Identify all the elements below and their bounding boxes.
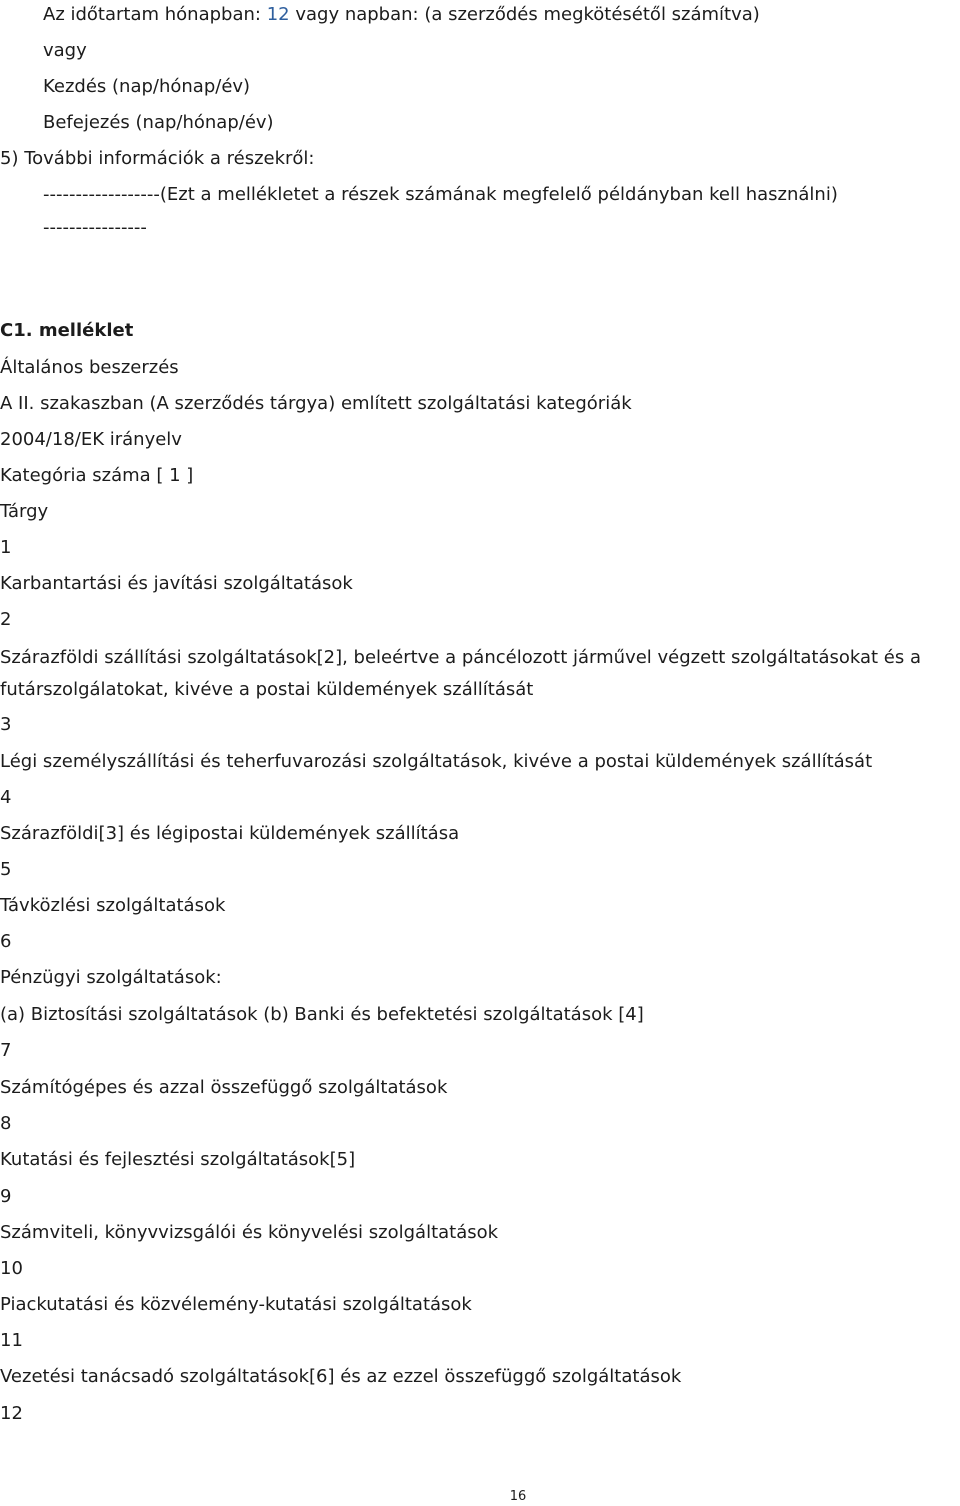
annex-title: C1. melléklet xyxy=(0,320,134,341)
directive-label: 2004/18/EK irányelv xyxy=(0,429,182,450)
duration-line xyxy=(43,3,760,27)
category-number: 10 xyxy=(0,1258,23,1279)
category-number: 9 xyxy=(0,1186,12,1207)
dashes-note: ------------------(Ezt a mellékletet a részek számának megfelelő példányban kell használni) xyxy=(43,184,838,205)
category-subject: Pénzügyi szolgáltatások: xyxy=(0,967,222,988)
category-header: Kategória száma [ 1 ] xyxy=(0,465,194,486)
category-number: 7 xyxy=(0,1040,12,1061)
category-number: 4 xyxy=(0,787,12,808)
category-subject-detail: (a) Biztosítási szolgáltatások (b) Banki és befektetési szolgáltatások [4] xyxy=(0,1004,644,1025)
category-subject: Légi személyszállítási és teherfuvarozási szolgáltatások, kivéve a postai küldemények szállítását xyxy=(0,751,873,772)
section-5-title: 5) További információk a részekről: xyxy=(0,148,315,169)
annex-intro: A II. szakaszban (A szerződés tárgya) említett szolgáltatási kategóriák xyxy=(0,393,632,414)
category-number: 3 xyxy=(0,714,12,735)
duration-prefix: Az időtartam hónapban: xyxy=(43,4,267,25)
subject-header: Tárgy xyxy=(0,501,49,522)
page-number: 16 xyxy=(509,1489,527,1504)
category-number: 1 xyxy=(0,537,12,558)
start-date-label: Kezdés (nap/hónap/év) xyxy=(43,76,251,97)
category-subject: Szárazföldi szállítási szolgáltatások[2], beleértve a páncélozott járművel végzett szolgáltatásokat és a futárszolgálatokat, kivéve a postai küldemények szállítását xyxy=(0,647,922,700)
or-text: vagy xyxy=(43,40,87,61)
category-subject: Kutatási és fejlesztési szolgáltatások[5] xyxy=(0,1149,356,1170)
category-number: 6 xyxy=(0,931,12,952)
duration-months: 12 xyxy=(266,4,290,25)
category-subject: Távközlési szolgáltatások xyxy=(0,895,226,916)
category-number: 11 xyxy=(0,1330,23,1351)
category-subject: Számviteli, könyvvizsgálói és könyvelési szolgáltatások xyxy=(0,1222,499,1243)
category-subject: Számítógépes és azzal összefüggő szolgáltatások xyxy=(0,1077,448,1098)
category-subject: Piackutatási és közvélemény-kutatási szolgáltatások xyxy=(0,1294,472,1315)
dashes-end: ---------------- xyxy=(43,217,147,238)
category-number: 8 xyxy=(0,1113,12,1134)
end-date-label: Befejezés (nap/hónap/év) xyxy=(43,112,274,133)
category-number: 5 xyxy=(0,859,12,880)
category-subject: Karbantartási és javítási szolgáltatások xyxy=(0,573,353,594)
duration-suffix: vagy napban: (a szerződés megkötésétől számítva) xyxy=(289,4,760,25)
category-subject: Szárazföldi[3] és légipostai küldemények szállítása xyxy=(0,823,460,844)
annex-subtitle: Általános beszerzés xyxy=(0,357,179,378)
category-number: 2 xyxy=(0,609,12,630)
category-number: 12 xyxy=(0,1403,23,1424)
category-subject: Vezetési tanácsadó szolgáltatások[6] és az ezzel összefüggő szolgáltatások xyxy=(0,1366,682,1387)
